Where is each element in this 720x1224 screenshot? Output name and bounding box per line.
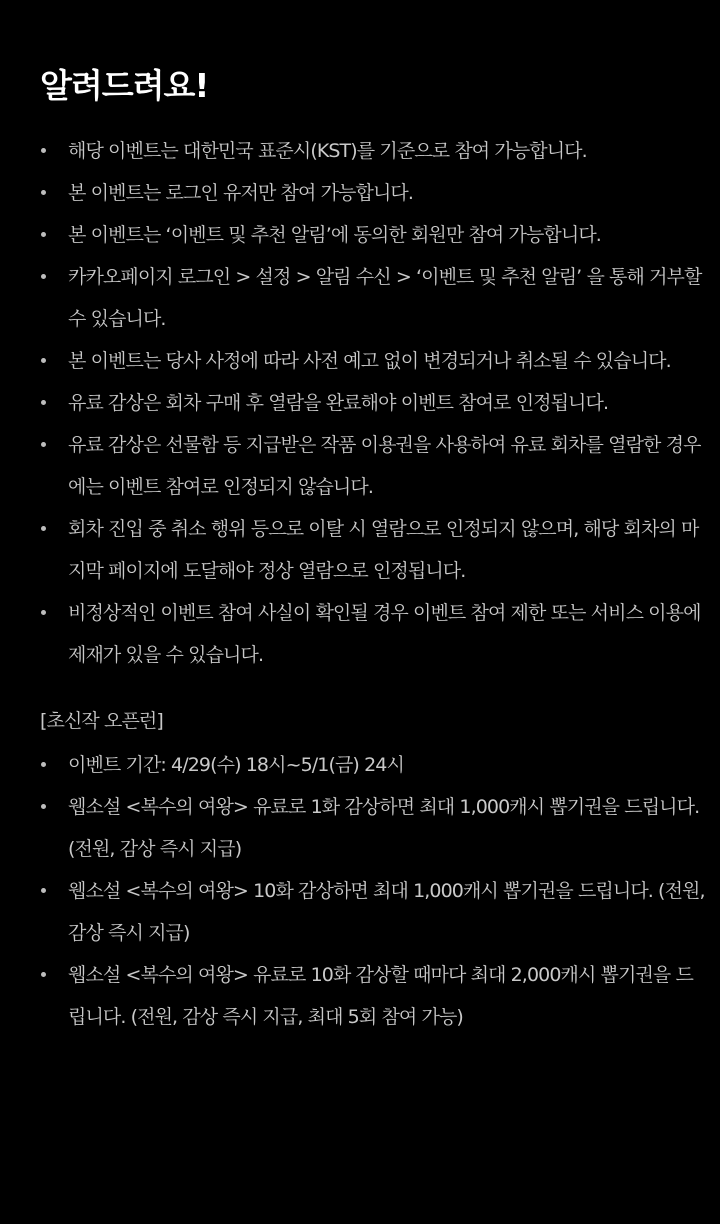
list-item-text: 본 이벤트는 ‘이벤트 및 추천 알림’에 동의한 회원만 참여 가능합니다. [68, 224, 601, 246]
list-item-text: 본 이벤트는 로그인 유저만 참여 가능합니다. [68, 182, 414, 204]
list-item-text: 회차 진입 중 취소 행위 등으로 이탈 시 열람으로 인정되지 않으며, 해당 회차의 마지막 페이지에 도달해야 정상 열람으로 인정됩니다. [68, 518, 699, 582]
list-item [40, 870, 706, 954]
bullet-icon [41, 232, 46, 237]
bullet-icon [41, 442, 46, 447]
list-item [40, 130, 706, 172]
list-item [40, 256, 706, 340]
section-list [40, 744, 706, 1038]
bullet-icon [41, 526, 46, 531]
list-item [40, 424, 706, 508]
list-item [40, 954, 706, 1038]
list-item [40, 592, 706, 676]
notice-list [40, 130, 706, 676]
bullet-icon [41, 972, 46, 977]
list-item-text: 웹소설 <복수의 여왕> 10화 감상하면 최대 1,000캐시 뽑기권을 드립니다. (전원, 감상 즉시 지급) [68, 880, 705, 944]
list-item-text: 카카오페이지 로그인 > 설정 > 알림 수신 > ‘이벤트 및 추천 알림’ 을 통해 거부할 수 있습니다. [68, 266, 702, 330]
list-item-text: 유료 감상은 회차 구매 후 열람을 완료해야 이벤트 참여로 인정됩니다. [68, 392, 609, 414]
notice-title: 알려드려요! [40, 66, 209, 105]
bullet-icon [41, 400, 46, 405]
list-item [40, 786, 706, 870]
bullet-icon [41, 888, 46, 893]
section-label: [초신작 오픈런] [40, 710, 163, 732]
list-item [40, 744, 706, 786]
list-item [40, 508, 706, 592]
bullet-icon [41, 190, 46, 195]
list-item-text: 비정상적인 이벤트 참여 사실이 확인될 경우 이벤트 참여 제한 또는 서비스 이용에 제재가 있을 수 있습니다. [68, 602, 701, 666]
list-item-text: 이벤트 기간: 4/29(수) 18시~5/1(금) 24시 [68, 754, 404, 776]
list-item-text: 웹소설 <복수의 여왕> 유료로 1화 감상하면 최대 1,000캐시 뽑기권을 드립니다. (전원, 감상 즉시 지급) [68, 796, 700, 860]
list-item-text: 웹소설 <복수의 여왕> 유료로 10화 감상할 때마다 최대 2,000캐시 뽑기권을 드립니다. (전원, 감상 즉시 지급, 최대 5회 참여 가능) [68, 964, 693, 1028]
list-item-text: 본 이벤트는 당사 사정에 따라 사전 예고 없이 변경되거나 취소될 수 있습니다. [68, 350, 671, 372]
bullet-icon [41, 762, 46, 767]
bullet-icon [41, 148, 46, 153]
bullet-icon [41, 274, 46, 279]
list-item-text: 유료 감상은 선물함 등 지급받은 작품 이용권을 사용하여 유료 회차를 열람한 경우에는 이벤트 참여로 인정되지 않습니다. [68, 434, 701, 498]
list-item [40, 340, 706, 382]
bullet-icon [41, 804, 46, 809]
bullet-icon [41, 610, 46, 615]
bullet-icon [41, 358, 46, 363]
list-item [40, 382, 706, 424]
list-item [40, 172, 706, 214]
list-item-text: 해당 이벤트는 대한민국 표준시(KST)를 기준으로 참여 가능합니다. [68, 140, 587, 162]
list-item [40, 214, 706, 256]
